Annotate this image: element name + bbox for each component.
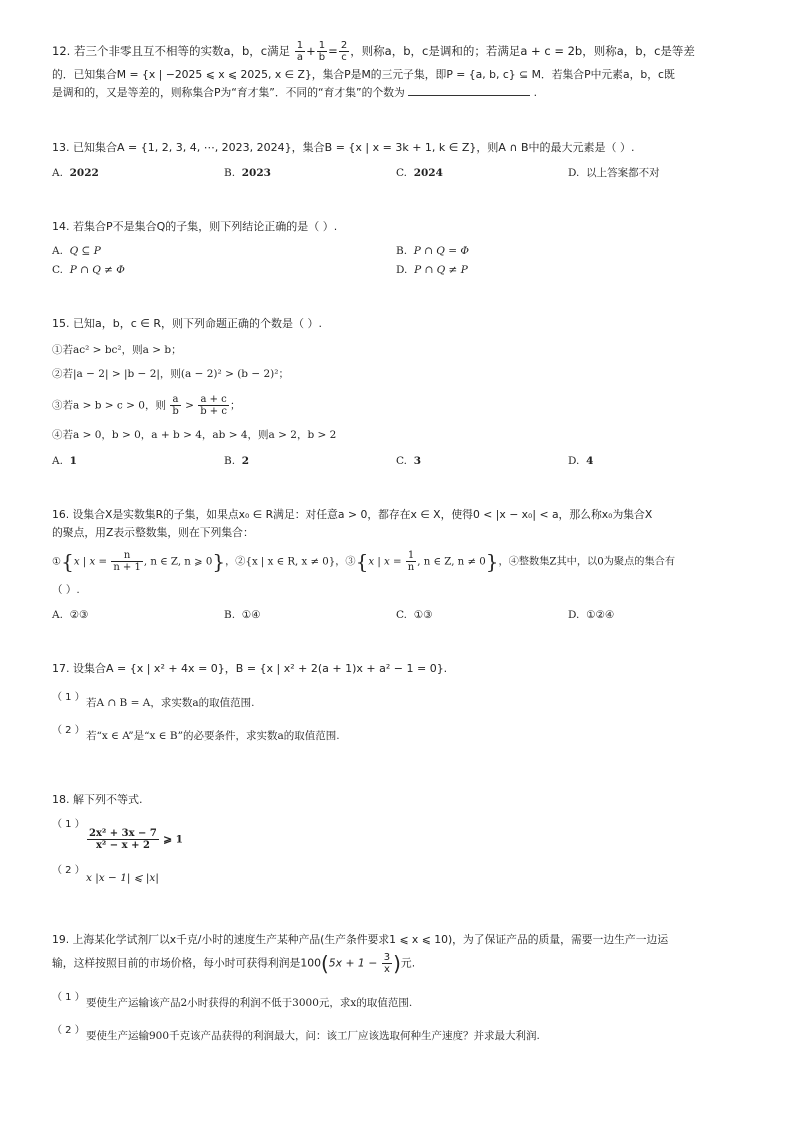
- q16-option-c[interactable]: C. ①③: [396, 609, 433, 621]
- q15-option-b[interactable]: B. 2: [224, 455, 250, 467]
- q12-text: 12. 若三个非零且互不相等的实数: [52, 44, 224, 58]
- q18-part1-number: （ 1 ）: [52, 819, 85, 830]
- q18-part2-number: （ 2 ）: [52, 865, 85, 876]
- fraction: $\frac{\text{2x² + 3x − 7}}{\text{x² − x + 2}}$: [89, 828, 157, 851]
- q16-option-a[interactable]: A. ②③: [52, 609, 89, 621]
- q16-option-b[interactable]: B. ①④: [224, 609, 261, 621]
- q13-option-b[interactable]: B. 2023: [224, 167, 271, 179]
- q15-option-c[interactable]: C. 3: [396, 455, 421, 467]
- q18-stem: 18. 解下列不等式.: [52, 793, 143, 806]
- fraction: $\frac{1}{b}$: [318, 40, 326, 63]
- q14-option-d[interactable]: D. P ∩ Q ≠ P: [396, 264, 468, 276]
- q15-option-d[interactable]: D. 4: [568, 455, 594, 467]
- q12-text: ，则称a，b，c是调和的；若满足a + c = 2b，则称a，b，c是等差: [350, 44, 695, 58]
- q17-part2: 若“x ∈ A”是“x ∈ B”的必要条件，求实数a的取值范围.: [86, 730, 340, 742]
- q15-statement-3: ③若a > b > c > 0，则 $\frac{a}{b}$ > $\frac{a + c}{b + c}$ ；: [52, 394, 241, 417]
- q12-line3: 是调和的，又是等差的，则称集合P为“育才集”．不同的“育才集”的个数为 .: [52, 86, 538, 99]
- q13-stem: 13. 已知集合A = {1, 2, 3, 4, ⋯, 2023, 2024}，集合B = {x | x = 3k + 1, k ∈ Z}，则A ∩ B中的最大元素是（ ）.: [52, 141, 635, 154]
- fraction: $\frac{2}{c}$: [340, 40, 348, 63]
- q19-part2-number: （ 2 ）: [52, 1025, 85, 1036]
- q17-part1: 若A ∩ B = A，求实数a的取值范围.: [86, 697, 255, 709]
- q16-line1: 16. 设集合X是实数集R的子集，如果点x₀ ∈ R满足：对任意a > 0，都存在x ∈ X，使得0 < |x − x₀| < a，那么称x₀为集合X: [52, 508, 653, 521]
- fraction: $\frac{a}{b}$: [172, 394, 179, 417]
- q18-part1: $\frac{\text{2x² + 3x − 7}}{\text{x² − x + 2}}$ ⩾ 1: [89, 828, 183, 851]
- q12-text: a，b，c满足: [223, 44, 291, 58]
- q14-option-c[interactable]: C. P ∩ Q ≠ Φ: [52, 264, 125, 276]
- fraction: $\frac{n}{n + 1}$: [113, 550, 141, 573]
- q15-stem: 15. 已知a，b，c ∈ R，则下列命题正确的个数是（ ）.: [52, 317, 322, 330]
- q17-part1-number: （ 1 ）: [52, 692, 85, 703]
- q16-line4: （ ）.: [52, 584, 80, 596]
- q15-statement-2: ②若|a − 2| > |b − 2|，则(a − 2)² > (b − 2)²；: [52, 368, 289, 380]
- q12-line1: 12. 若三个非零且互不相等的实数a，b，c满足 $\frac{1}{a}$ + $\frac{1}{b}$ = $\frac{2}{c}$ ，则称a，b，c是调和的；若满足a + c = 2b，则称a，b，c是等差: [52, 40, 695, 63]
- q14-stem: 14. 若集合P不是集合Q的子集，则下列结论正确的是（ ）.: [52, 220, 338, 233]
- q13-option-d[interactable]: D. 以上答案都不对: [568, 167, 660, 179]
- q19-line2: 输，这样按照目前的市场价格，每小时可获得利润是100(5x + 1 − $\frac{3}{x}$ )元.: [52, 951, 416, 976]
- q16-candidate-sets: ①{x | x = $\frac{n}{n + 1}$ , n ∈ Z, n ⩾ 0}，②{x | x ∈ R, x ≠ 0}，③{x | x = $\frac{1}{n}$ , n ∈ Z, n ≠ 0}，④整数集Z其中，以0为聚点的集合有: [52, 549, 676, 574]
- answer-blank[interactable]: [408, 85, 530, 96]
- q15-statement-1: ①若ac² > bc²，则a > b；: [52, 344, 182, 356]
- q18-part2: x |x − 1| ⩽ |x|: [86, 872, 159, 884]
- q14-option-a[interactable]: A. Q ⊆ P: [52, 245, 101, 257]
- q16-option-d[interactable]: D. ①②④: [568, 609, 615, 621]
- q19-part1-number: （ 1 ）: [52, 992, 85, 1003]
- q15-option-a[interactable]: A. 1: [52, 455, 77, 467]
- q16-line2: 的聚点，用Z表示整数集，则在下列集合：: [52, 526, 254, 539]
- q15-statement-4: ④若a > 0，b > 0，a + b > 4，ab > 4，则a > 2，b > 2: [52, 429, 337, 441]
- q13-option-c[interactable]: C. 2024: [396, 167, 443, 179]
- q17-stem: 17. 设集合A = {x | x² + 4x = 0}，B = {x | x² + 2(a + 1)x + a² − 1 = 0}.: [52, 662, 448, 675]
- fraction: $\frac{a + c}{b + c}$: [200, 394, 227, 417]
- q19-part2: 要使生产运输900千克该产品获得的利润最大，问：该工厂应该选取何种生产速度？并求最大利润.: [86, 1030, 540, 1042]
- q14-option-b[interactable]: B. P ∩ Q = Φ: [396, 245, 469, 257]
- fraction: $\frac{3}{x}$: [383, 952, 391, 975]
- fraction: $\frac{1}{a}$: [296, 40, 304, 63]
- q17-part2-number: （ 2 ）: [52, 725, 85, 736]
- q19-line1: 19. 上海某化学试剂厂以x千克/小时的速度生产某种产品(生产条件要求1 ⩽ x ⩽ 10)，为了保证产品的质量，需要一边生产一边运: [52, 933, 669, 946]
- q12-line2: 的．已知集合M = {x | −2025 ⩽ x ⩽ 2025, x ∈ Z}，集合P是M的三元子集，即P = {a, b, c} ⊆ M．若集合P中元素a，b，c既: [52, 68, 675, 81]
- q13-option-a[interactable]: A. 2022: [52, 167, 99, 179]
- fraction: $\frac{1}{n}$: [407, 550, 415, 573]
- q19-part1: 要使生产运输该产品2小时获得的利润不低于3000元，求x的取值范围.: [86, 997, 413, 1009]
